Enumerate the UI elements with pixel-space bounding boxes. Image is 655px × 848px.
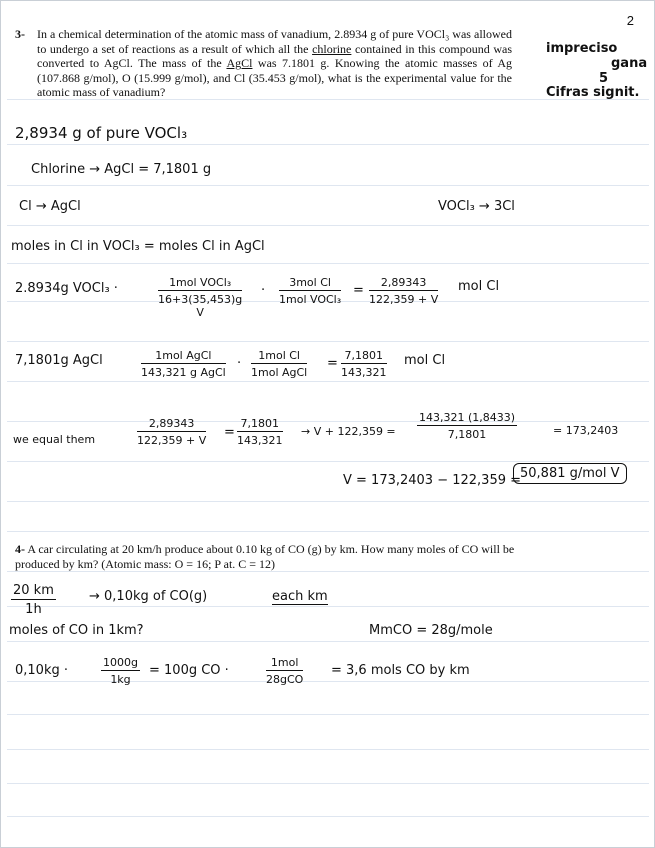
rate-each-km: each km bbox=[272, 589, 328, 604]
fraction-denominator: 1kg bbox=[110, 673, 131, 686]
ruled-line bbox=[7, 783, 649, 784]
calc-fraction-2 bbox=[266, 656, 303, 686]
row1-start: 2.8934g VOCl₃ · bbox=[15, 281, 118, 296]
equals-sign: = bbox=[224, 425, 235, 440]
q3-text-part: was 7.1801 g. Knowing the atomic masses of Ag (107.868 g/mol), O (15.999 g/mol), and Cl (35.453 g/mol), what is the experimental value for the atomic mass of vanadium? bbox=[37, 56, 513, 100]
molar-mass-co: MmCO = 28g/mole bbox=[369, 623, 493, 638]
fraction-numerator: 1mol AgCl bbox=[141, 349, 226, 364]
row2-fraction-3 bbox=[341, 349, 387, 379]
question-3-text bbox=[37, 27, 512, 100]
page-number: 2 bbox=[626, 13, 634, 28]
row1-fraction-3 bbox=[369, 276, 438, 306]
fraction-denominator: 143,321 bbox=[237, 434, 283, 447]
final-answer-box: 50,881 g/mol V bbox=[513, 463, 627, 484]
ruled-line bbox=[7, 381, 649, 382]
ruled-line bbox=[7, 461, 649, 462]
ruled-line bbox=[7, 816, 649, 817]
ruled-line bbox=[7, 341, 649, 342]
ruled-line bbox=[7, 749, 649, 750]
fraction-denominator: 28gCO bbox=[266, 673, 304, 686]
ruled-line bbox=[7, 185, 649, 186]
fraction-denominator: 16+3(35,453)g bbox=[158, 293, 243, 306]
calc-start: 0,10kg · bbox=[15, 663, 68, 678]
rate-arrow-text: → 0,10kg of CO(g) bbox=[89, 589, 208, 604]
calc-fraction-1 bbox=[101, 656, 140, 686]
row1-fraction-1 bbox=[158, 276, 242, 319]
row2-start: 7,1801g AgCl bbox=[15, 353, 103, 368]
fraction-numerator: 1mol bbox=[266, 656, 303, 671]
row2-unit: mol Cl bbox=[404, 353, 446, 368]
row1-fraction-2 bbox=[279, 276, 341, 306]
given-vocl3-mass: 2,8934 g of pure VOCl₃ bbox=[15, 124, 188, 142]
fraction-denominator: 1mol AgCl bbox=[251, 366, 308, 379]
calc-result: = 3,6 mols CO by km bbox=[331, 663, 470, 678]
ruled-line bbox=[7, 714, 649, 715]
multiply-dot: · bbox=[261, 283, 266, 298]
cl-to-agcl: Cl → AgCl bbox=[19, 199, 81, 214]
calc-middle: = 100g CO · bbox=[149, 663, 229, 678]
fraction-denominator: 122,359 + V bbox=[137, 434, 207, 447]
rate-fraction bbox=[11, 583, 56, 617]
equals-sign: = bbox=[353, 283, 364, 298]
ruled-line bbox=[7, 606, 649, 607]
vocl3-to-3cl: VOCl₃ → 3Cl bbox=[438, 199, 515, 214]
question-4-number: 4- bbox=[15, 542, 25, 556]
row2-fraction-2 bbox=[251, 349, 307, 379]
ruled-line bbox=[7, 421, 649, 422]
fraction-numerator: 1000g bbox=[103, 656, 138, 669]
chlorine-to-agcl-line: Chlorine → AgCl = 7,1801 g bbox=[31, 162, 212, 177]
fraction-numerator: 3mol Cl bbox=[279, 276, 341, 291]
fraction-numerator: 7,1801 bbox=[341, 349, 387, 364]
ruled-line bbox=[7, 641, 649, 642]
ruled-line bbox=[7, 263, 649, 264]
question-3-number: 3- bbox=[15, 27, 25, 41]
fraction-numerator: 1mol VOCl₃ bbox=[158, 276, 242, 291]
eq-fraction-1 bbox=[137, 417, 206, 447]
moles-question: moles of CO in 1km? bbox=[9, 623, 144, 638]
ruled-line bbox=[7, 531, 649, 532]
fraction-numerator: 2,89343 bbox=[369, 276, 438, 291]
fraction-denominator: 1h bbox=[25, 602, 42, 617]
side-note-gana: gana bbox=[611, 56, 648, 71]
side-note-imprecise: impreciso bbox=[546, 41, 618, 56]
eq-fraction-3 bbox=[417, 411, 517, 441]
equal-them-label: we equal them bbox=[13, 433, 96, 446]
eq-arrow-expression: → V + 122,359 = bbox=[301, 425, 396, 438]
q3-underlined-agcl: AgCl bbox=[226, 56, 253, 71]
q3-underlined-chlorine: chlorine bbox=[312, 41, 352, 56]
eq-result: = 173,2403 bbox=[553, 424, 619, 437]
row1-unit: mol Cl bbox=[458, 279, 500, 294]
question-4 bbox=[15, 542, 520, 571]
side-note-five: 5 bbox=[599, 71, 609, 86]
question-4-text: A car circulating at 20 km/h produce about 0.10 kg of CO (g) by km. How many moles of CO will be produced by km? (Atomic mass: O = 16; P at. C = 12) bbox=[15, 542, 515, 571]
fraction-numerator: 7,1801 bbox=[237, 417, 283, 432]
fraction-numerator: 20 km bbox=[13, 583, 54, 598]
q3-text-part: In a chemical determination of the atomic mass of vanadium, 2.8934 g of pure VOCl₃ was allowed to undergo a set of reactions as a result of which all the bbox=[37, 27, 512, 56]
equals-sign: = bbox=[327, 356, 338, 371]
eq-fraction-2 bbox=[237, 417, 283, 447]
ruled-line bbox=[7, 225, 649, 226]
final-calculation: V = 173,2403 − 122,359 = bbox=[343, 473, 522, 488]
fraction-denominator: 143,321 g AgCl bbox=[141, 366, 226, 379]
moles-statement: moles in Cl in VOCl₃ = moles Cl in AgCl bbox=[11, 239, 265, 254]
multiply-dot: · bbox=[237, 356, 242, 371]
fraction-denominator: 143,321 bbox=[341, 366, 387, 379]
ruled-line bbox=[7, 501, 649, 502]
fraction-denominator: 1mol VOCl₃ bbox=[279, 293, 342, 306]
side-note-sig-figs: Cifras signit. bbox=[546, 85, 640, 100]
q3-text-part: contained in this compound was converted to AgCl. The mass of the bbox=[37, 41, 512, 71]
fraction-extra-v: V bbox=[196, 306, 204, 319]
fraction-numerator: 2,89343 bbox=[137, 417, 206, 432]
row2-fraction-1 bbox=[141, 349, 226, 379]
ruled-line bbox=[7, 144, 649, 145]
fraction-denominator: 7,1801 bbox=[447, 428, 487, 441]
fraction-numerator: 1mol Cl bbox=[251, 349, 307, 364]
fraction-denominator: 122,359 + V bbox=[369, 293, 439, 306]
fraction-numerator: 143,321 (1,8433) bbox=[419, 411, 516, 424]
